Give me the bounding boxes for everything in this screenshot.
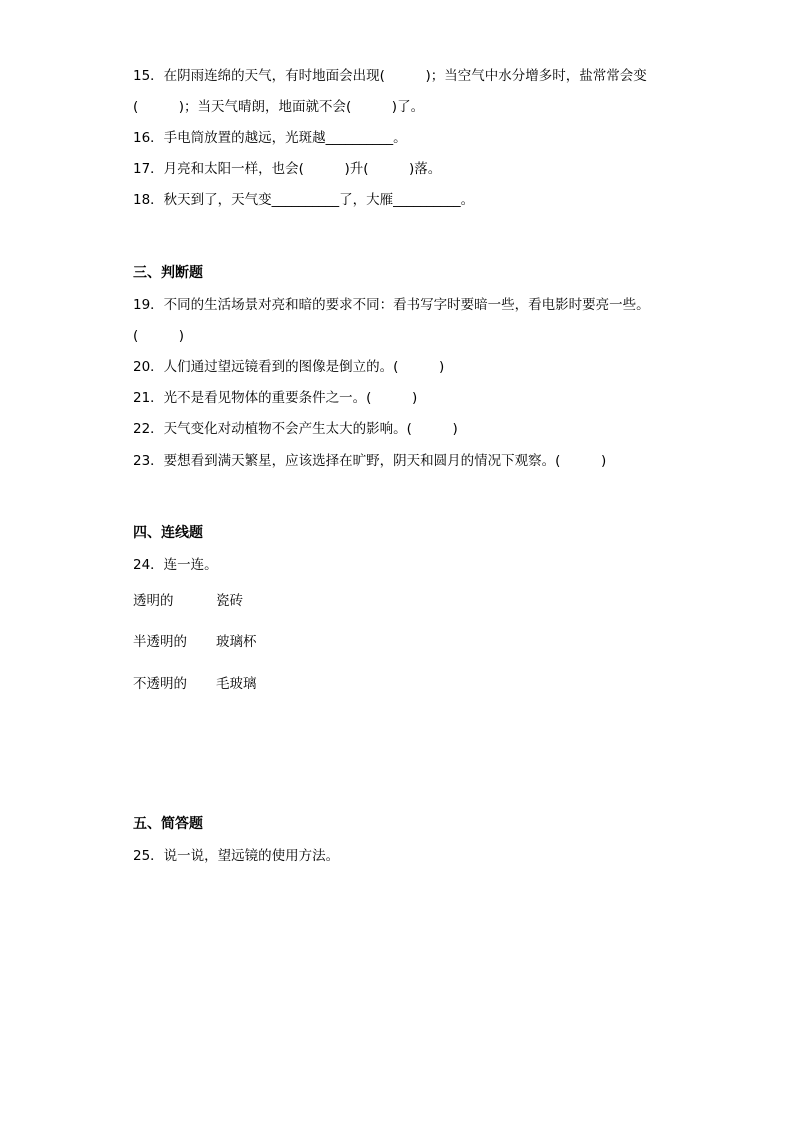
question-19-line1: 19．不同的生活场景对亮和暗的要求不同：看书写字时要暗一些，看电影时要亮一些。 [133,297,650,313]
question-24: 24．连一连。 [133,557,218,573]
section-heading-matching: 四、连线题 [133,525,203,541]
match-right-item: 毛玻璃 [216,676,257,692]
question-23: 23．要想看到满天繁星，应该选择在旷野，阴天和圆月的情况下观察。( ) [133,453,607,469]
question-22: 22．天气变化对动植物不会产生太大的影响。( ) [133,421,458,437]
question-25: 25．说一说，望远镜的使用方法。 [133,848,340,864]
question-19-line2: ( ) [133,328,185,344]
question-20: 20．人们通过望远镜看到的图像是倒立的。( ) [133,359,445,375]
question-18: 18．秋天到了，天气变__________了，大雁__________。 [133,192,475,208]
section-heading-short-answer: 五、简答题 [133,816,203,832]
question-17: 17．月亮和太阳一样，也会( )升( )落。 [133,161,442,177]
match-right-item: 玻璃杯 [216,634,257,650]
question-21: 21．光不是看见物体的重要条件之一。( ) [133,390,418,406]
section-heading-true-false: 三、判断题 [133,265,203,281]
question-16: 16．手电筒放置的越远，光斑越__________。 [133,130,407,146]
question-15-line2: ( )；当天气晴朗，地面就不会( )了。 [133,99,425,115]
question-15-line1: 15．在阴雨连绵的天气，有时地面会出现( )；当空气中水分增多时，盐常常会变 [133,68,647,84]
match-left-item: 不透明的 [133,676,187,692]
match-right-item: 瓷砖 [216,593,243,609]
match-left-item: 透明的 [133,593,174,609]
match-left-item: 半透明的 [133,634,187,650]
